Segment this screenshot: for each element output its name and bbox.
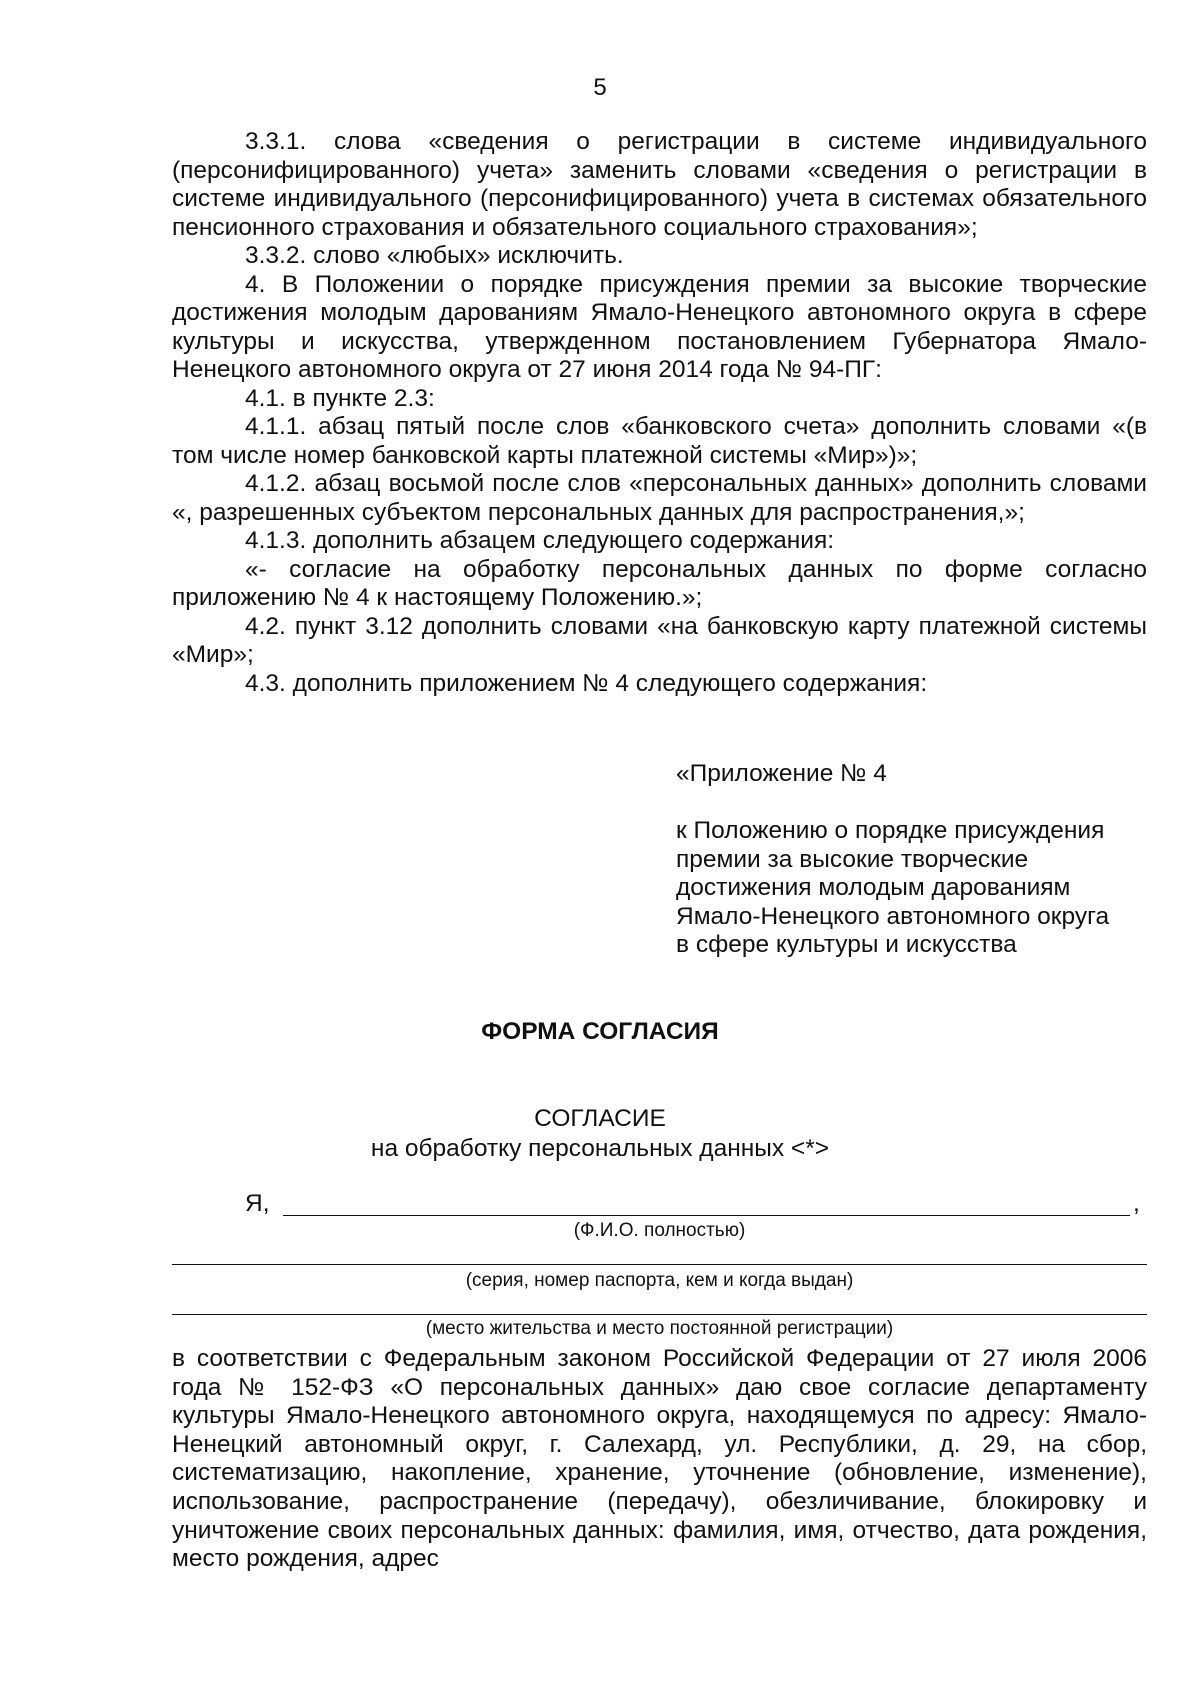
passport-blank-line — [172, 1264, 1147, 1265]
fio-blank-line — [283, 1215, 1130, 1216]
consent-text: в соответствии с Федеральным законом Российской Федерации от 27 июля 2006 года № 152-ФЗ «О персональных данных» даю свое согласие департаменту культуры Ямало-Ненецкого автономного округа, находящемуся по адресу: Ямало-Ненецкий автономный округ, г. Салехард, ул. Республики, д. 29, на сбор, систематизацию, накопление, хранение, уточнение (обновление, изменение), использование, распространение (передачу), обезличивание, блокировку и уничтожение своих персональных данных: фамилия, имя, отчество, дата рождения, место рождения, адрес — [172, 1345, 1147, 1573]
ya-label: Я, — [245, 1190, 270, 1217]
appendix-header — [676, 760, 1156, 960]
consent-heading — [0, 1104, 1200, 1164]
consent-subtitle: на обработку персональных данных <*> — [370, 1135, 830, 1162]
paragraph-3-3-2: 3.3.2. слово «любых» исключить. — [245, 242, 624, 269]
paragraph-4-1-1: 4.1.1. абзац пятый после слов «банковского счета» дополнить словами «(в том числе номер банковской карты платежной системы «Мир»)»; — [172, 413, 1147, 469]
form-title: ФОРМА СОГЛАСИЯ — [481, 1018, 719, 1045]
paragraph-quote: «- согласие на обработку персональных данных по форме согласно приложению № 4 к настоящему Положению.»; — [172, 555, 1147, 611]
consent-title: СОГЛАСИЕ — [534, 1105, 666, 1132]
paragraph-4-1: 4.1. в пункте 2.3: — [245, 384, 435, 412]
hint-fio: (Ф.И.О. полностью) — [573, 1220, 746, 1241]
paragraph-3-3-1: 3.3.1. слова «сведения о регистрации в системе индивидуального (персонифицированного) учета» заменить словами «сведения о регистрации в системе индивидуального (персонифицированного) учета в системах обязательного пенсионного страхования и обязательного социального страхования»; — [172, 128, 1147, 241]
appendix-line: Ямало-Ненецкого автономного округа — [676, 902, 1110, 930]
page-number: 5 — [593, 74, 607, 101]
amendments-text — [172, 128, 1147, 698]
appendix-line: в сфере культуры и искусства — [676, 931, 1017, 958]
paragraph-4-3: 4.3. дополнить приложением № 4 следующего содержания: — [245, 669, 928, 697]
hint-address: (место жительства и место постоянной регистрации) — [425, 1318, 894, 1339]
paragraph-4: 4. В Положении о порядке присуждения премии за высокие творческие достижения молодым дарованиям Ямало-Ненецкого автономного округа в сфере культуры и искусства, утвержденном постановлением Губернатора Ямало-Ненецкого автономного округа от 27 июня 2014 года № 94-ПГ: — [172, 270, 1147, 383]
appendix-line: премии за высокие творческие — [676, 845, 1029, 873]
ya-comma: , — [1133, 1190, 1140, 1217]
appendix-line: достижения молодым дарованиям — [676, 874, 1071, 901]
appendix-title: «Приложение № 4 — [676, 760, 887, 787]
paragraph-4-1-2: 4.1.2. абзац восьмой после слов «персональных данных» дополнить словами «, разрешенных субъектом персональных данных для распространения,»; — [172, 470, 1147, 526]
paragraph-4-1-3: 4.1.3. дополнить абзацем следующего содержания: — [245, 527, 835, 554]
hint-passport: (серия, номер паспорта, кем и когда выдан) — [465, 1270, 854, 1291]
paragraph-4-2: 4.2. пункт 3.12 дополнить словами «на банковскую карту платежной системы «Мир»; — [172, 612, 1147, 668]
address-blank-line — [172, 1314, 1147, 1315]
appendix-line: к Положению о порядке присуждения — [676, 817, 1105, 844]
